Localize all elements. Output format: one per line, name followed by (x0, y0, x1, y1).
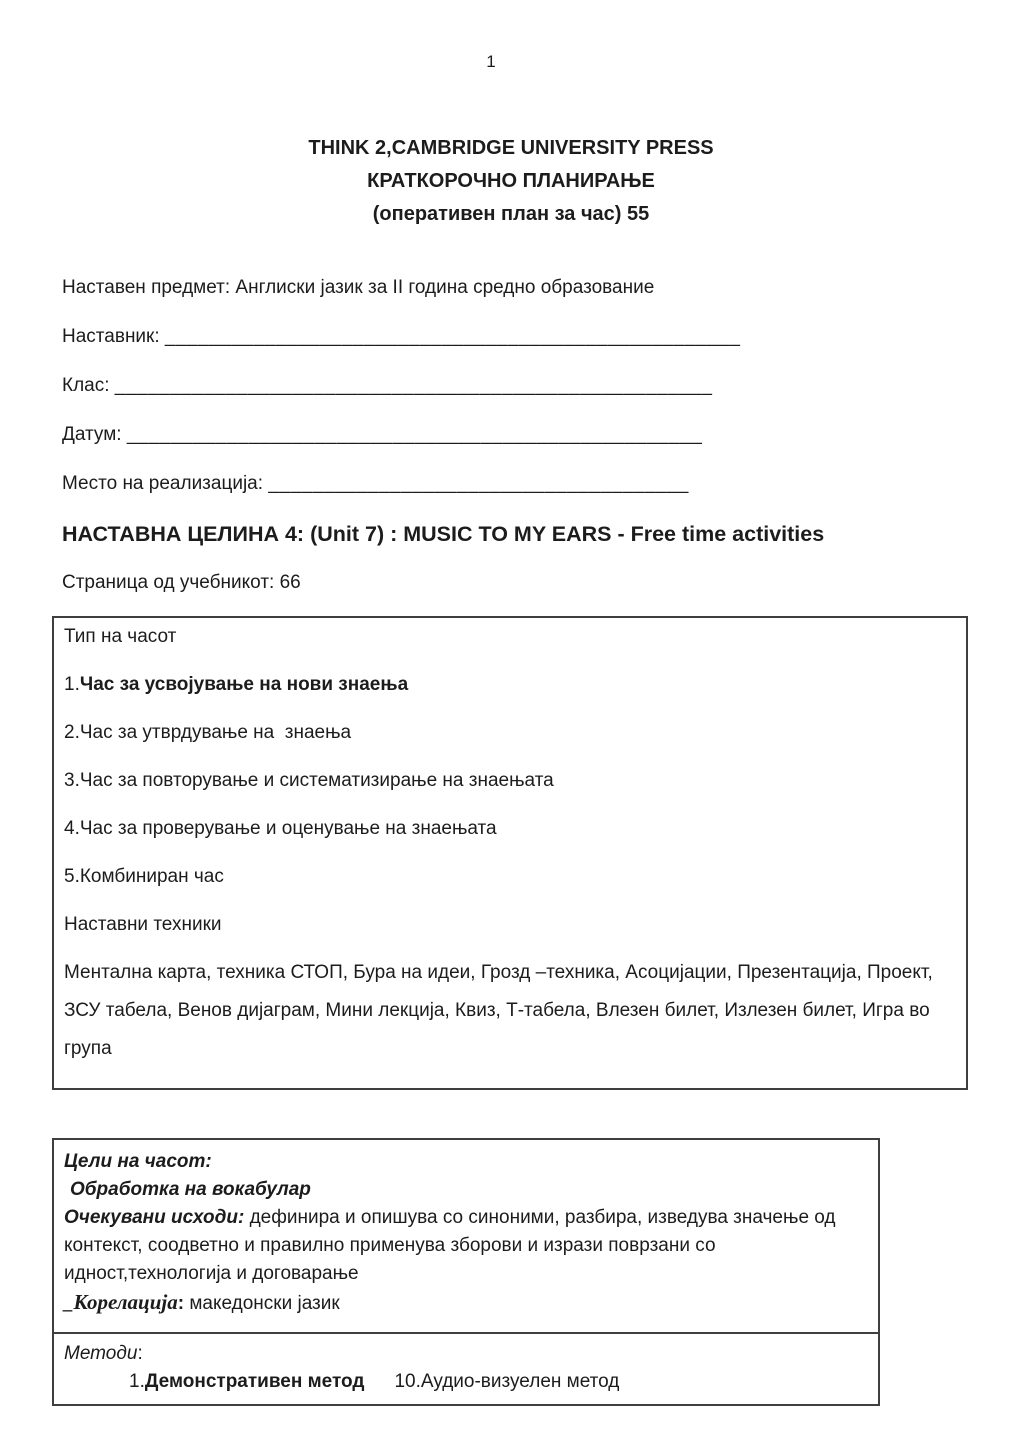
document-title (52, 132, 970, 231)
correlation-prefix: _ (64, 1293, 74, 1314)
date-line (62, 424, 970, 446)
method-1-num: 1. (129, 1371, 145, 1392)
lesson-type-item-3 (64, 770, 952, 792)
lesson-type-item-1-text: Час за усвојување на нови знаења (79, 674, 409, 695)
correlation-line (64, 1288, 866, 1318)
lesson-type-item-2-num: 2. (64, 722, 80, 743)
lesson-type-item-5-num: 5. (64, 866, 80, 887)
methods-label: Методи (64, 1343, 138, 1364)
correlation-label: Корелација (73, 1290, 178, 1314)
goals-section (54, 1140, 878, 1332)
methods-colon: : (137, 1343, 143, 1364)
lesson-type-item-4 (64, 818, 952, 840)
methods-line (64, 1368, 866, 1396)
lesson-type-item-2 (64, 722, 952, 744)
methods-heading (64, 1340, 866, 1368)
lesson-type-box (52, 616, 968, 1090)
method-2-text: 10.Аудио-визуелен метод (394, 1371, 620, 1392)
subject-line (62, 277, 970, 299)
goals-box (52, 1138, 880, 1406)
lesson-type-item-3-num: 3. (64, 770, 80, 791)
lesson-type-item-5 (64, 866, 952, 888)
lesson-type-item-4-text: Час за проверување и оценување на знаењата (79, 818, 497, 839)
lesson-type-item-2-text: Час за утврдување на знаења (79, 722, 352, 743)
lesson-type-box-title: Тип на часот (64, 626, 177, 647)
title-line-3: (оперативен план за час) 55 (372, 203, 650, 225)
subject-label: Наставен предмет: (62, 277, 231, 298)
location-label: Место на реализација: (62, 473, 264, 494)
lesson-type-item-1-num: 1. (64, 674, 80, 695)
goals-title: Цели на часот: (64, 1151, 212, 1172)
correlation-value: македонски јазик (189, 1293, 340, 1314)
method-1-text: Демонстративен метод (144, 1371, 365, 1392)
expected-outcomes-text: дефинира и опишува со синоними, разбира, изведува значење од контекст, соодветно и правилно применува зборови и изрази поврзани со идност,технологија и договарање (64, 1207, 836, 1284)
subject-value: Англиски јазик за II година средно образование (235, 277, 655, 298)
expected-outcomes (64, 1204, 866, 1288)
teacher-line (62, 326, 970, 348)
lesson-type-item-3-text: Час за повторување и систематизирање на знаењата (79, 770, 554, 791)
class-line (62, 375, 970, 397)
textbook-page-label: Страница од учебникот: (62, 572, 275, 593)
title-line-2: КРАТКОРОЧНО ПЛАНИРАЊЕ (367, 170, 655, 192)
date-label: Датум: (62, 424, 122, 445)
class-label: Клас: (62, 375, 110, 396)
textbook-page-line (62, 572, 970, 594)
teacher-blank-line: ____________________________________________________ (164, 326, 741, 347)
page-number: 1 (486, 52, 496, 71)
class-blank-line: ______________________________________________________ (114, 375, 713, 396)
location-blank-line: ______________________________________ (268, 473, 689, 494)
textbook-page-value: 66 (279, 572, 301, 593)
title-line-1: THINK 2,CAMBRIDGE UNIVERSITY PRESS (308, 137, 714, 159)
correlation-colon: : (177, 1293, 185, 1314)
unit-heading: НАСТАВНА ЦЕЛИНА 4: (Unit 7) : MUSIC TO MY EARS - Free time activities (62, 522, 825, 546)
methods-section (54, 1332, 878, 1404)
lesson-type-item-4-num: 4. (64, 818, 80, 839)
teacher-label: Наставник: (62, 326, 160, 347)
teaching-techniques-title: Наставни техники (64, 914, 222, 935)
lesson-type-item-1 (64, 674, 952, 696)
date-blank-line: ____________________________________________________ (126, 424, 703, 445)
expected-outcomes-label: Очекувани исходи: (64, 1207, 245, 1228)
teaching-techniques-text: Ментална карта, техника СТОП, Бура на идеи, Грозд –техника, Асоцијации, Презентација, Проект, ЗСУ табела, Венов дијаграм, Мини лекција, Квиз, Т-табела, Влезен билет, Излезен билет, Игра во група (64, 962, 933, 1059)
location-line (62, 473, 970, 495)
goals-subtitle: Обработка на вокабулар (70, 1179, 311, 1200)
lesson-type-item-5-text: Комбиниран час (79, 866, 224, 887)
